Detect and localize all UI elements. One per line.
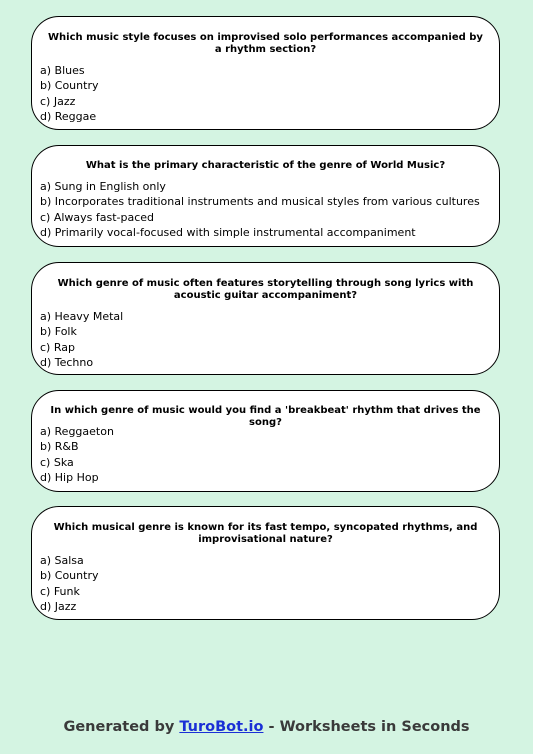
option-a: a) Salsa	[40, 554, 84, 567]
option-a: a) Sung in English only	[40, 180, 166, 193]
footer-prefix: Generated by	[63, 719, 180, 735]
footer	[0, 719, 533, 735]
option-c: c) Ska	[40, 455, 74, 469]
options-list-4	[40, 424, 114, 485]
question-card-1	[31, 16, 500, 130]
question-text-1: Which music style focuses on improvised solo performances accompanied by a rhythm section?	[48, 32, 483, 55]
option-c: c) Funk	[40, 584, 80, 598]
option-c: c) Jazz	[40, 94, 76, 108]
option-b: b) R&B	[40, 440, 79, 454]
option-a: a) Blues	[40, 64, 85, 77]
question-text-3: Which genre of music often features storytelling through song lyrics with acoustic guitar accompaniment?	[57, 278, 474, 301]
question-card-3	[31, 262, 500, 375]
option-d: d) Hip Hop	[40, 470, 99, 484]
option-d: d) Reggae	[40, 109, 97, 123]
option-b: b) Folk	[40, 325, 77, 339]
options-list-3	[40, 309, 123, 370]
option-a: a) Reggaeton	[40, 425, 114, 438]
option-d: d) Jazz	[40, 599, 77, 613]
question-text-4: In which genre of music would you find a 'breakbeat' rhythm that drives the song?	[50, 405, 481, 428]
option-b: b) Country	[40, 569, 99, 583]
option-a: a) Heavy Metal	[40, 310, 124, 323]
question-text-5: Which musical genre is known for its fast tempo, syncopated rhythms, and improvisational nature?	[53, 522, 478, 545]
footer-suffix: - Worksheets in Seconds	[263, 719, 470, 735]
question-card-4	[31, 390, 500, 492]
question-card-5	[31, 506, 500, 620]
question-text-2: What is the primary characteristic of the genre of World Music?	[85, 160, 446, 171]
option-d: d) Techno	[40, 355, 94, 369]
options-list-2	[40, 179, 480, 240]
option-c: c) Always fast-paced	[40, 210, 155, 224]
option-b: b) Country	[40, 79, 99, 93]
options-list-5	[40, 553, 98, 614]
options-list-1	[40, 63, 98, 124]
turobot-link[interactable]: TuroBot.io	[179, 719, 264, 735]
option-b: b) Incorporates traditional instruments and musical styles from various cultures	[40, 195, 480, 209]
question-card-2	[31, 145, 500, 247]
option-d: d) Primarily vocal-focused with simple instrumental accompaniment	[40, 225, 416, 239]
option-c: c) Rap	[40, 340, 75, 354]
